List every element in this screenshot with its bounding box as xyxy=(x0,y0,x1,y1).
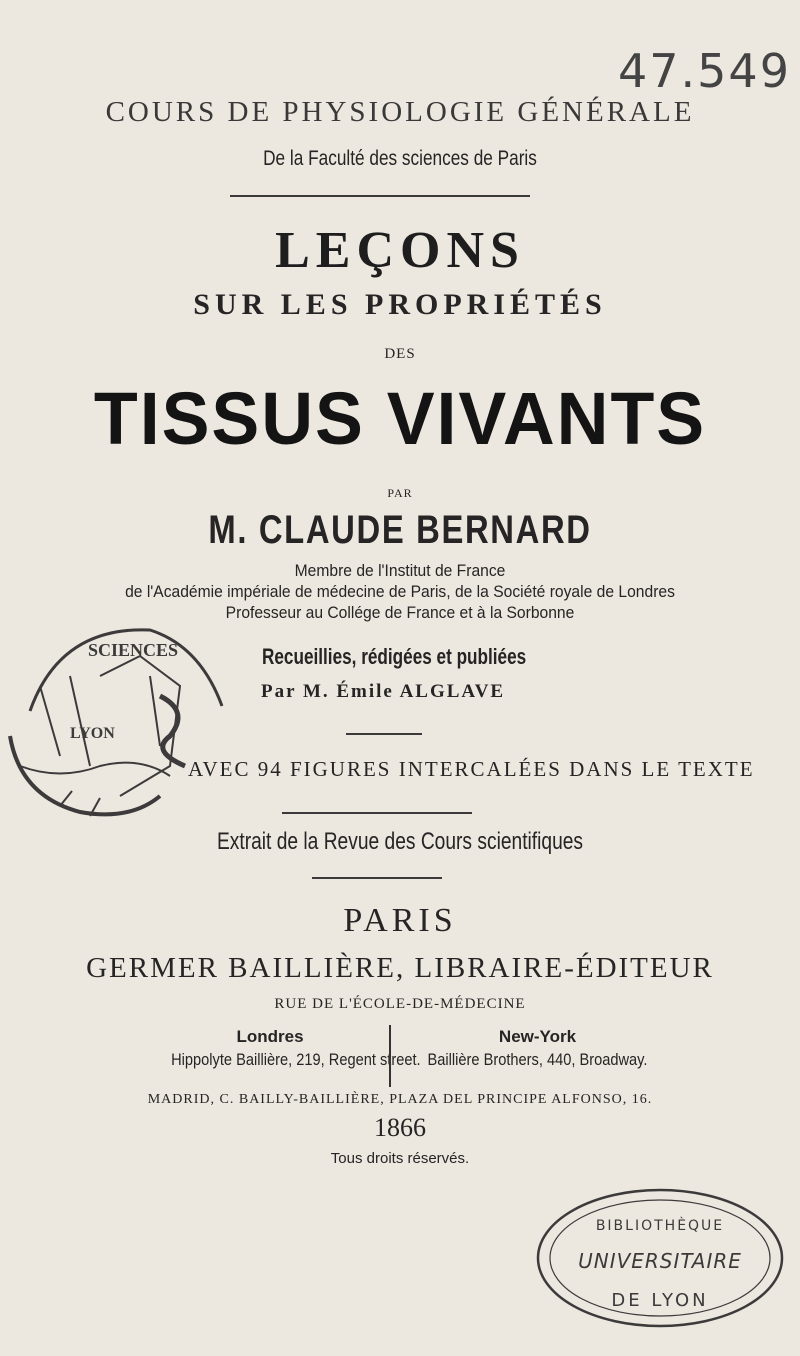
divider-rule xyxy=(282,812,472,814)
branch-city: New-York xyxy=(498,1027,577,1046)
shelfmark: 47.549 xyxy=(618,44,791,98)
publication-year: 1866 xyxy=(374,1113,426,1142)
affiliation-line: Membre de l'Institut de France xyxy=(294,561,506,580)
branch-new-york xyxy=(395,1027,680,1070)
branch-address: Baillière Brothers, 440, Broadway. xyxy=(427,1050,648,1069)
by-line: PAR xyxy=(387,486,413,500)
figures-note: AVEC 94 FIGURES INTERCALÉES DANS LE TEXTE xyxy=(188,757,755,781)
extract-note: Extrait de la Revue des Cours scientifiques xyxy=(216,828,584,855)
seal-text-top: SCIENCES xyxy=(88,640,179,660)
affiliation-line: de l'Académie impériale de médecine de Paris, de la Société royale de Londres xyxy=(125,582,675,601)
library-stamp-line2: UNIVERSITAIRE xyxy=(578,1249,742,1273)
branch-london xyxy=(155,1027,421,1070)
heading-lecons: LEÇONS xyxy=(275,222,525,279)
branch-address: Hippolyte Baillière, 219, Regent street. xyxy=(171,1050,421,1069)
divider-rule xyxy=(312,877,442,879)
divider-rule xyxy=(346,733,422,735)
madrid-line: MADRID, C. BAILLY-BAILLIÈRE, PLAZA DEL PRINCIPE ALFONSO, 16. xyxy=(147,1092,653,1107)
collected-line: Recueillies, rédigées et publiées xyxy=(262,644,527,669)
connector-des: DES xyxy=(384,346,416,362)
divider-rule xyxy=(230,195,530,197)
main-title: TISSUS VIVANTS xyxy=(93,377,707,460)
library-stamp-line3: DE LYON xyxy=(611,1290,709,1311)
seal-text-center: LYON xyxy=(70,725,115,742)
author-name: M. CLAUDE BERNARD xyxy=(208,508,592,552)
publisher-name: GERMER BAILLIÈRE, LIBRAIRE-ÉDITEUR xyxy=(86,952,714,984)
branch-city: Londres xyxy=(236,1027,304,1046)
faculty-line: De la Faculté des sciences de Paris xyxy=(263,147,537,170)
affiliation-line: Professeur au Collége de France et à la Sorbonne xyxy=(225,603,575,622)
rights-notice: Tous droits réservés. xyxy=(330,1150,470,1167)
imprint-city: PARIS xyxy=(343,902,457,939)
lyon-seal-stamp xyxy=(0,616,240,826)
library-stamp xyxy=(530,1178,790,1336)
editor-line: Par M. Émile ALGLAVE xyxy=(261,681,506,702)
library-stamp-line1: BIBLIOTHÈQUE xyxy=(595,1218,725,1234)
series-title: COURS DE PHYSIOLOGIE GÉNÉRALE xyxy=(105,96,695,128)
subheading: SUR LES PROPRIÉTÉS xyxy=(193,288,607,321)
publisher-street: RUE DE L'ÉCOLE-DE-MÉDECINE xyxy=(274,996,526,1012)
column-divider xyxy=(389,1025,391,1087)
